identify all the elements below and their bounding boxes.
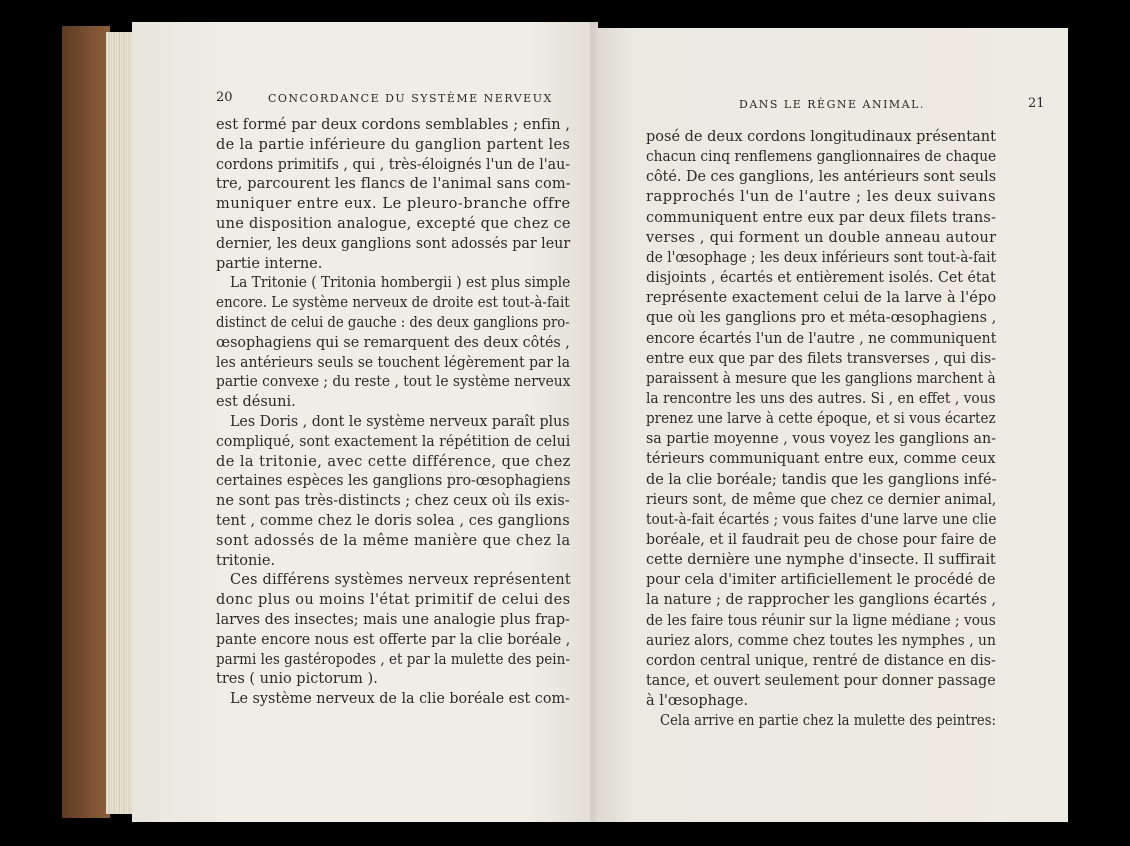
running-head: DANS LE RÈGNE ANIMAL. <box>739 98 925 111</box>
text-line: est désuni. <box>216 394 296 411</box>
text-line: auriez alors, comme chez toutes les nymphes , un <box>646 632 996 649</box>
text-line: verses , qui forment un double anneau autour <box>646 229 997 246</box>
text-line: sa partie moyenne , vous voyez les ganglions an- <box>646 431 996 448</box>
text-line: tre, parcourent les flancs de l'animal sans com- <box>216 176 571 193</box>
text-line: prenez une larve à cette époque, et si vous écartez <box>646 411 996 428</box>
text-line: côté. De ces ganglions, les antérieurs sont seuls <box>646 169 997 186</box>
text-line: larves des insectes; mais une analogie plus frap- <box>216 612 570 628</box>
page-number: 21 <box>1028 96 1045 111</box>
text-line: paraissent à mesure que les ganglions marchent à <box>646 370 996 387</box>
text-line: donc plus ou moins l'état primitif de celui des <box>216 592 571 609</box>
left-page <box>132 22 598 822</box>
text-line: térieurs communiquant entre eux, comme ceux <box>646 451 996 468</box>
text-line: communiquent entre eux par deux filets trans- <box>646 209 997 226</box>
text-line: la rencontre les uns des autres. Si , en effet , vous <box>646 390 996 407</box>
text-line: Le système nerveux de la clie boréale est com- <box>230 691 570 708</box>
text-line: La Tritonie ( Tritonia hombergii ) est plus simple <box>230 275 571 292</box>
text-line: à l'œsophage. <box>646 693 749 710</box>
text-line: que où les ganglions pro et méta-œsophagiens , <box>646 310 997 327</box>
text-line: tent , comme chez le doris solea , ces ganglions <box>216 513 570 529</box>
text-line: boréale, et il faudrait peu de chose pour faire de <box>646 532 997 548</box>
text-line: tance, et ouvert seulement pour donner passage <box>646 673 996 690</box>
text-line: encore écartés l'un de l'autre , ne communiquent <box>646 330 997 347</box>
right-page <box>596 28 1068 822</box>
text-line: parmi les gastéropodes , et par la mulette des pein- <box>216 651 570 668</box>
text-line: partie interne. <box>216 255 323 272</box>
text-line: rieurs sont, de même que chez ce dernier animal, <box>646 491 997 508</box>
open-book <box>62 22 1068 822</box>
book-cover-spine <box>62 26 110 818</box>
text-line: une disposition analogue, excepté que chez ce <box>216 216 571 232</box>
text-line: Les Doris , dont le système nerveux paraît plus <box>230 414 570 430</box>
text-line: sont adossés de la même manière que chez la <box>216 532 571 549</box>
text-line: tout-à-fait écartés ; vous faites d'une larve une clie <box>646 511 997 528</box>
text-line: de la partie inférieure du ganglion partent les <box>216 136 571 153</box>
running-head: CONCORDANCE DU SYSTÈME NERVEUX <box>268 92 553 105</box>
page-number: 20 <box>216 90 233 105</box>
text-line: œsophagiens qui se remarquent des deux côtés , <box>216 334 570 351</box>
text-line: de l'œsophage ; les deux inférieurs sont tout-à-fait <box>646 249 997 266</box>
text-line: les antérieurs seuls se touchent légèrement par la <box>216 354 570 371</box>
text-line: certaines espèces les ganglions pro-œsophagiens <box>216 473 571 490</box>
text-line: muniquer entre eux. Le pleuro-branche offre <box>216 196 571 213</box>
text-line: tres ( unio pictorum ). <box>216 671 378 688</box>
text-line: pante encore nous est offerte par la clie boréale , <box>216 631 571 648</box>
text-line: de la tritonie, avec cette différence, que chez <box>216 453 571 470</box>
text-line: cordon central unique, rentré de distance en dis- <box>646 652 996 669</box>
text-line: cordons primitifs , qui , très-éloignés l'un de l'au- <box>216 156 571 173</box>
text-line: ne sont pas très-distincts ; chez ceux où ils exis- <box>216 493 570 510</box>
text-line: pour cela d'imiter artificiellement le procédé de <box>646 572 996 589</box>
text-line: la nature ; de rapprocher les ganglions écartés , <box>646 592 997 609</box>
text-line: de la clie boréale; tandis que les ganglions infé- <box>646 471 997 488</box>
text-line: Ces différens systèmes nerveux représentent <box>230 572 571 589</box>
text-line: encore. Le système nerveux de droite est tout-à-fait <box>216 295 570 312</box>
text-line: est formé par deux cordons semblables ; enfin , <box>216 117 571 133</box>
text-line: compliqué, sont exactement la répétition de celui <box>216 433 571 450</box>
text-line: Cela arrive en partie chez la mulette des peintres: <box>660 713 996 730</box>
text-line: chacun cinq renflemens ganglionnaires de chaque <box>646 149 997 166</box>
text-line: entre eux que par des filets transverses , qui dis- <box>646 350 996 367</box>
text-line: de les faire tous réunir sur la ligne médiane ; vous <box>646 612 996 629</box>
text-line: cette dernière une nymphe d'insecte. Il suffirait <box>646 552 996 569</box>
text-line: disjoints , écartés et entièrement isolés. Cet état <box>646 270 996 287</box>
text-line: représente exactement celui de la larve à l'épo <box>646 290 997 307</box>
text-line: dernier, les deux ganglions sont adossés par leur <box>216 235 571 252</box>
text-line: posé de deux cordons longitudinaux présentant <box>646 129 996 145</box>
text-line: rapprochés l'un de l'autre ; les deux suivans <box>646 189 997 206</box>
text-line: partie convexe ; du reste , tout le système nerveux <box>216 374 571 391</box>
text-line: distinct de celui de gauche : des deux ganglions pro- <box>216 315 570 331</box>
text-line: tritonie. <box>216 552 276 569</box>
